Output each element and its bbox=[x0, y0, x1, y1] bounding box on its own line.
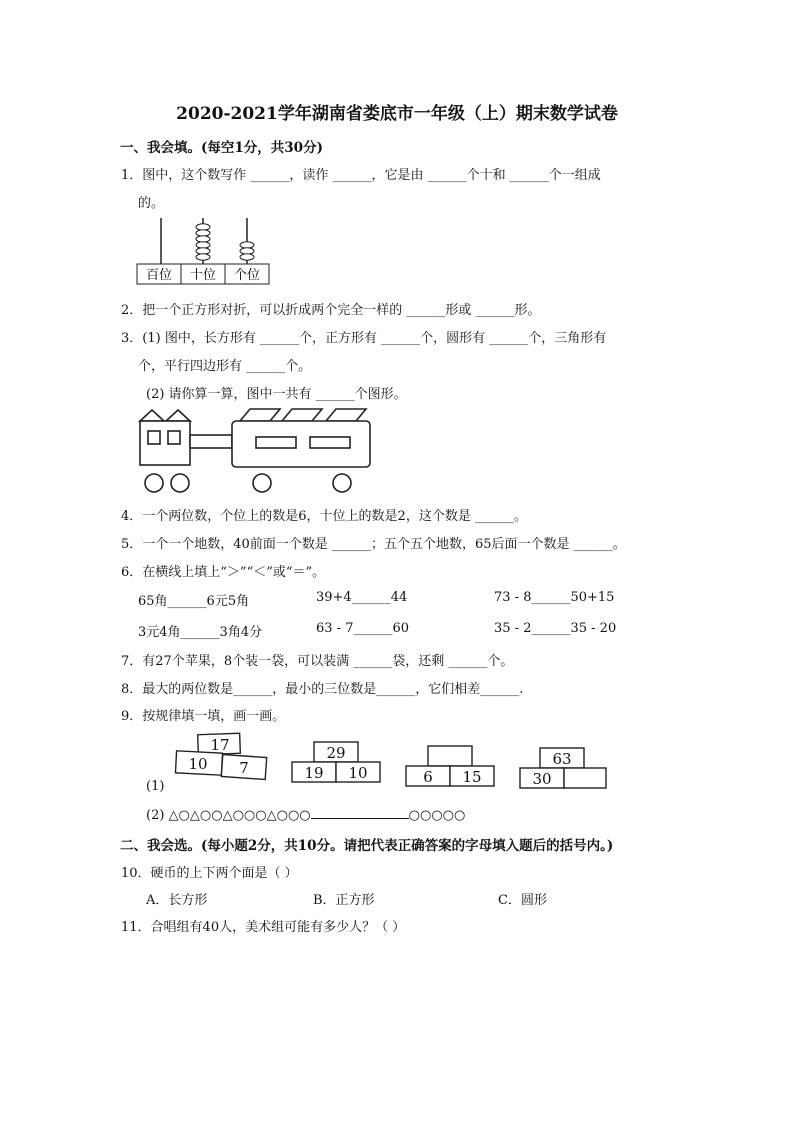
question-10-stem: 10．硬币的上下两个面是（ ） bbox=[121, 866, 298, 881]
question-11-stem: 11．合唱组有40人，美术组可能有多少人？（ ） bbox=[121, 920, 406, 935]
wheel-2 bbox=[171, 474, 189, 492]
question-5: 5．一个一个地数，40前面一个数是 ______；五个五个地数，65后面一个数是 ______。 bbox=[121, 537, 626, 552]
wall-2-left: 19 bbox=[304, 764, 324, 782]
question-7: 7．有27个苹果，8个装一袋，可以装满 ______袋，还剩 ______个。 bbox=[121, 654, 514, 669]
question-10-option-b: B．正方形 bbox=[313, 893, 375, 908]
abacus-label-tens: 十位 bbox=[189, 268, 217, 283]
question-6-item-2: 39+4______44 bbox=[316, 590, 408, 605]
section-2-heading: 二、我会选。(每小题2分，共10分。请把代表正确答案的字母填入题后的括号内。) bbox=[120, 838, 614, 854]
engine-window-1 bbox=[148, 431, 160, 444]
abacus-label-hundreds: 百位 bbox=[145, 268, 173, 283]
carriage-roof-shape-2 bbox=[282, 409, 322, 421]
question-3-line2: 个，平行四边形有 ______个。 bbox=[138, 359, 312, 374]
question-9-label-1: (1) bbox=[146, 779, 165, 794]
question-8: 8．最大的两位数是______，最小的三位数是______，它们相差______. bbox=[121, 682, 524, 697]
wall-1-top: 17 bbox=[210, 736, 230, 754]
pattern-end: ○○○○○ bbox=[408, 808, 466, 823]
question-3-line3: (2) 请你算一算，图中一共有 ______个图形。 bbox=[146, 387, 407, 402]
abacus-figure bbox=[135, 214, 275, 286]
wall-4-top: 63 bbox=[552, 750, 572, 768]
question-4: 4．一个两位数，个位上的数是6，十位上的数是2，这个数是 ______。 bbox=[121, 509, 527, 524]
engine-roof-triangle-2 bbox=[166, 410, 190, 421]
carriage-roof-shape-1 bbox=[240, 409, 280, 421]
question-6-item-4: 3元4角______3角4分 bbox=[138, 625, 263, 640]
question-1-line2: 的。 bbox=[138, 196, 165, 211]
question-1-line1: 1．图中，这个数写作 ______，读作 ______，它是由 ______个十和 ______个一组成 bbox=[121, 168, 601, 183]
question-9-part-2 bbox=[146, 806, 465, 823]
wall-1-left: 10 bbox=[188, 755, 208, 773]
engine-window-2 bbox=[168, 431, 180, 444]
wall-2-top: 29 bbox=[326, 744, 346, 762]
abacus-beads-tens bbox=[196, 224, 210, 260]
wall-2-right: 10 bbox=[348, 764, 368, 782]
question-6-intro: 6．在横线上填上“＞”“＜”或“＝”。 bbox=[121, 565, 326, 580]
question-10-option-a: A．长方形 bbox=[146, 893, 208, 908]
question-2: 2．把一个正方形对折，可以折成两个完全一样的 ______形或 ______形。 bbox=[121, 303, 541, 318]
train-figure bbox=[132, 405, 377, 497]
number-walls-figure bbox=[140, 730, 620, 792]
pattern-start: △○△○○△○○○△○○○ bbox=[168, 808, 311, 823]
abacus-label-ones: 个位 bbox=[233, 268, 261, 283]
wheel-1 bbox=[145, 474, 163, 492]
wheel-3 bbox=[253, 474, 271, 492]
question-3-line1: 3．(1) 图中，长方形有 ______个，正方形有 ______个，圆形有 ______个，三角形有 bbox=[121, 331, 607, 346]
wall-1-right: 7 bbox=[239, 759, 249, 777]
question-9-label-2: (2) bbox=[146, 808, 165, 823]
carriage-roof-shape-3 bbox=[326, 409, 366, 421]
section-1-heading: 一、我会填。(每空1分，共30分) bbox=[120, 140, 323, 156]
question-6-item-6: 35 - 2______35 - 20 bbox=[494, 621, 617, 636]
question-6-item-1: 65角______6元5角 bbox=[138, 594, 250, 609]
wall-3-left: 6 bbox=[423, 768, 433, 786]
wall-3-right: 15 bbox=[462, 768, 482, 786]
abacus-beads-ones bbox=[240, 242, 254, 260]
wheel-4 bbox=[333, 474, 351, 492]
engine-roof-triangle-1 bbox=[140, 410, 164, 421]
page-title: 2020-2021学年湖南省娄底市一年级（上）期末数学试卷 bbox=[176, 104, 618, 124]
pattern-blank bbox=[311, 806, 409, 819]
question-6-item-3: 73 - 8______50+15 bbox=[494, 590, 615, 605]
wall-4-left: 30 bbox=[532, 770, 552, 788]
question-9-intro: 9．按规律填一填，画一画。 bbox=[121, 709, 286, 724]
carriage-window-1 bbox=[256, 437, 296, 448]
carriage-window-2 bbox=[310, 437, 350, 448]
train-coupling bbox=[190, 435, 232, 448]
question-10-option-c: C．圆形 bbox=[498, 893, 547, 908]
question-6-item-5: 63 - 7______60 bbox=[316, 621, 410, 636]
